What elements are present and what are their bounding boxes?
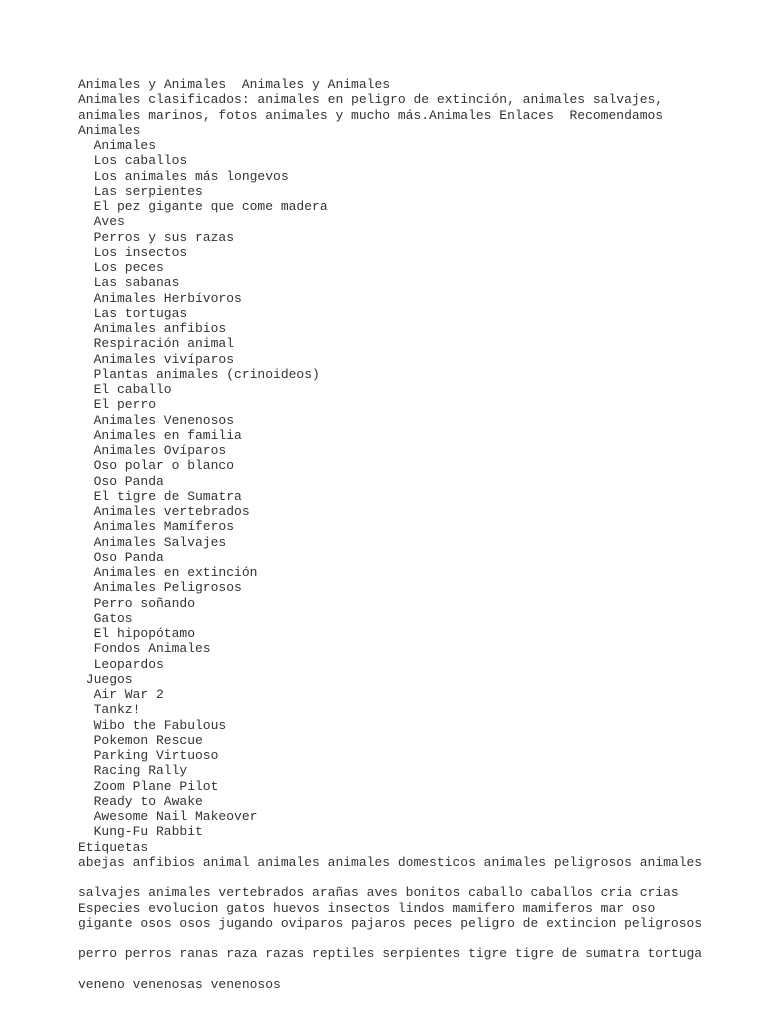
- animales-item: [78, 245, 758, 260]
- animales-link[interactable]: Los insectos: [93, 244, 188, 260]
- animales-link[interactable]: Los peces: [93, 260, 164, 275]
- animales-item: [78, 321, 758, 336]
- juegos-item: [78, 779, 758, 794]
- animales-link[interactable]: Animales Mamíferos: [93, 519, 235, 535]
- juegos-link[interactable]: Pokemon Rescue: [93, 732, 203, 748]
- animales-item: [78, 306, 758, 321]
- juegos-item: [78, 748, 758, 763]
- animales-link[interactable]: Animales Peligrosos: [93, 580, 242, 596]
- juegos-link[interactable]: Tankz!: [93, 702, 141, 718]
- juegos-item: [78, 733, 758, 748]
- animales-item: [78, 580, 758, 595]
- juegos-link[interactable]: Parking Virtuoso: [93, 748, 219, 763]
- section-heading-animales: Animales: [78, 122, 141, 138]
- animales-link[interactable]: Animales Salvajes: [93, 534, 227, 550]
- animales-item: [78, 489, 758, 504]
- animales-link[interactable]: Leopardos: [93, 656, 164, 672]
- section-heading-juegos: Juegos: [85, 671, 133, 687]
- animales-item: [78, 397, 758, 412]
- animales-link[interactable]: Los animales más longevos: [93, 168, 289, 184]
- juegos-link[interactable]: Awesome Nail Makeover: [93, 809, 258, 824]
- animales-link[interactable]: Perro soñando: [93, 595, 196, 611]
- animales-link[interactable]: Oso polar o blanco: [93, 458, 235, 474]
- etiquetas-line[interactable]: abejas anfibios animal animales animales domesticos animales peligrosos animales: [78, 854, 703, 870]
- etiquetas-line[interactable]: perro perros ranas raza razas reptiles serpientes tigre tigre de sumatra tortuga: [78, 946, 703, 962]
- animales-item: [78, 291, 758, 306]
- animales-item: [78, 169, 758, 184]
- animales-link[interactable]: El pez gigante que come madera: [93, 199, 328, 214]
- animales-link[interactable]: Animales anfibios: [93, 321, 227, 336]
- juegos-item: [78, 718, 758, 733]
- etiquetas-tag-cloud: [78, 855, 758, 992]
- animales-item: [78, 275, 758, 290]
- animales-link[interactable]: El caballo: [93, 382, 172, 397]
- section-heading-etiquetas: Etiquetas: [78, 839, 149, 855]
- animales-item: [78, 474, 758, 489]
- animales-link[interactable]: Animales: [93, 138, 157, 153]
- animales-link[interactable]: Animales vivíparos: [93, 351, 235, 367]
- page-title: Animales y Animales Animales y Animales: [78, 77, 391, 92]
- animales-item: [78, 153, 758, 168]
- animales-link[interactable]: Animales en extinción: [93, 565, 258, 580]
- blank-line: [78, 870, 758, 885]
- animales-item: [78, 352, 758, 367]
- juegos-item: [78, 824, 758, 839]
- blank-line: [78, 962, 758, 977]
- animales-link[interactable]: El perro: [93, 397, 157, 413]
- juegos-item: [78, 794, 758, 809]
- animales-item: [78, 199, 758, 214]
- animales-item: [78, 413, 758, 428]
- animales-item: [78, 657, 758, 672]
- animales-link[interactable]: Respiración animal: [93, 336, 235, 352]
- animales-link[interactable]: El hipopótamo: [93, 626, 196, 641]
- animales-link[interactable]: Perros y sus razas: [93, 229, 235, 245]
- animales-item: [78, 626, 758, 641]
- animales-link[interactable]: Animales en familia: [93, 427, 242, 443]
- etiquetas-line[interactable]: gigante osos osos jugando oviparos pajaros peces peligro de extincion peligrosos: [78, 915, 703, 931]
- animales-item: [78, 443, 758, 458]
- animales-link[interactable]: Aves: [93, 214, 125, 230]
- animales-link[interactable]: Las tortugas: [93, 305, 188, 321]
- animales-link[interactable]: Oso Panda: [93, 473, 164, 489]
- juegos-item: [78, 809, 758, 824]
- animales-item: [78, 504, 758, 519]
- animales-item: [78, 535, 758, 550]
- juegos-item: [78, 763, 758, 778]
- animales-link[interactable]: El tigre de Sumatra: [93, 488, 242, 504]
- animales-item: [78, 336, 758, 351]
- animales-item: [78, 367, 758, 382]
- animales-link[interactable]: Las sabanas: [93, 275, 180, 291]
- etiquetas-line[interactable]: veneno venenosas venenosos: [78, 976, 281, 992]
- juegos-link[interactable]: Kung-Fu Rabbit: [93, 824, 203, 840]
- animales-item: [78, 565, 758, 580]
- animales-item: [78, 519, 758, 534]
- animales-link[interactable]: Animales vertebrados: [93, 504, 250, 519]
- animales-link-list: [78, 138, 758, 672]
- animales-link[interactable]: Plantas animales (crinoideos): [93, 366, 320, 382]
- animales-item: [78, 596, 758, 611]
- animales-item: [78, 184, 758, 199]
- juegos-link[interactable]: Wibo the Fabulous: [93, 717, 227, 733]
- animales-item: [78, 260, 758, 275]
- animales-item: [78, 550, 758, 565]
- animales-item: [78, 382, 758, 397]
- animales-item: [78, 138, 758, 153]
- animales-link[interactable]: Animales Ovíparos: [93, 443, 227, 458]
- animales-link[interactable]: Gatos: [93, 610, 133, 626]
- blank-line: [78, 931, 758, 946]
- juegos-link[interactable]: Zoom Plane Pilot: [93, 778, 219, 794]
- animales-link[interactable]: Animales Venenosos: [93, 412, 235, 428]
- animales-link[interactable]: Las serpientes: [93, 183, 203, 199]
- juegos-item: [78, 702, 758, 717]
- juegos-item: [78, 687, 758, 702]
- animales-item: [78, 611, 758, 626]
- animales-item: [78, 214, 758, 229]
- animales-link[interactable]: Oso Panda: [93, 549, 164, 565]
- etiquetas-line[interactable]: Especies evolucion gatos huevos insectos lindos mamifero mamiferos mar oso: [78, 900, 656, 916]
- animales-item: [78, 641, 758, 656]
- animales-item: [78, 230, 758, 245]
- juegos-link-list: [78, 687, 758, 840]
- animales-link[interactable]: Fondos Animales: [93, 641, 211, 657]
- juegos-link[interactable]: Air War 2: [93, 687, 164, 702]
- document-page: [78, 77, 758, 992]
- juegos-link[interactable]: Racing Rally: [93, 763, 188, 779]
- animales-item: [78, 428, 758, 443]
- description-line-1: Animales clasificados: animales en peligro de extinción, animales salvajes,: [78, 92, 664, 108]
- etiquetas-line[interactable]: salvajes animales vertebrados arañas aves bonitos caballo caballos cria crias: [78, 885, 679, 901]
- animales-item: [78, 458, 758, 473]
- juegos-link[interactable]: Ready to Awake: [93, 793, 203, 809]
- animales-link[interactable]: Los caballos: [93, 153, 188, 169]
- description-line-2: animales marinos, fotos animales y mucho más.Animales Enlaces Recomendamos: [78, 107, 664, 123]
- animales-link[interactable]: Animales Herbívoros: [93, 290, 242, 306]
